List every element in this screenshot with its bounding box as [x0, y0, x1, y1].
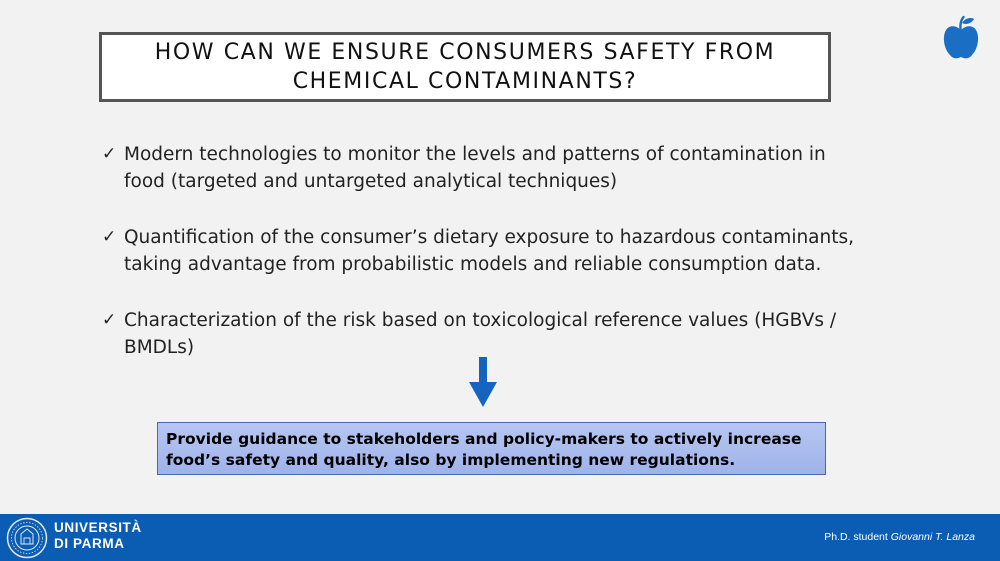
university-name [54, 520, 142, 552]
bullet-risk [100, 307, 870, 361]
callout-line-2: food’s safety and quality, also by implementing new regulations. [166, 451, 736, 469]
bullet-line: Quantification of the consumer’s dietary exposure to hazardous contaminants, [124, 227, 855, 248]
checkmark-icon: ✓ [102, 310, 117, 330]
callout-line-1: Provide guidance to stakeholders and policy-makers to actively increase [166, 430, 802, 448]
bullet-line: food (targeted and untargeted analytical techniques) [124, 171, 618, 192]
author-credit [824, 531, 975, 543]
bullet-line: taking advantage from probabilistic models and reliable consumption data. [124, 254, 822, 275]
university-seal-icon [6, 517, 48, 559]
bullet-list [100, 141, 870, 361]
bullet-monitoring [100, 141, 870, 195]
credit-prefix: Ph.D. student [824, 531, 891, 543]
title-line-1: HOW CAN WE ENSURE CONSUMERS SAFETY FROM [154, 40, 776, 65]
university-name-line-1: UNIVERSITÀ [54, 520, 142, 535]
footer-bar [0, 514, 1000, 561]
credit-name: Giovanni T. Lanza [890, 531, 975, 543]
down-arrow-icon [469, 357, 497, 407]
university-name-line-2: DI PARMA [54, 536, 125, 551]
bullet-exposure [100, 224, 870, 278]
apple-icon [941, 14, 981, 60]
bullet-line: BMDLs) [124, 337, 195, 358]
checkmark-icon: ✓ [102, 227, 117, 247]
title-line-2: CHEMICAL CONTAMINANTS? [292, 69, 638, 94]
slide-title [99, 32, 831, 102]
bullet-line: Characterization of the risk based on toxicological reference values (HGBVs / [124, 310, 837, 331]
checkmark-icon: ✓ [102, 144, 117, 164]
bullet-line: Modern technologies to monitor the levels and patterns of contamination in [124, 144, 826, 165]
guidance-callout [157, 422, 826, 475]
